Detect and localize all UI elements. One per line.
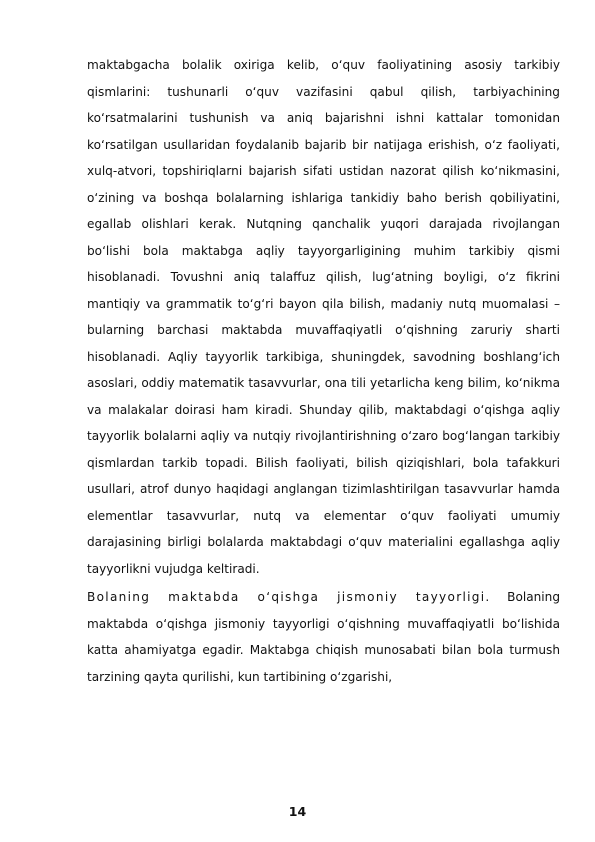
page-number: 14 (288, 804, 307, 819)
paragraph-2 (87, 584, 560, 690)
body-text (87, 52, 560, 690)
paragraph-2-heading: Bolaning maktabda o‘qishga jismoniy tayyorligi. (87, 590, 491, 604)
paragraph-1: maktabgacha bolalik oxiriga kelib, o‘quv faoliyatining asosiy tarkibiy qismlarini: tushunarli o‘quv vazifasini qabul qilish, tarbiyachining ko‘rsatmalarini tushunish va aniq bajarishni ishni kattalar tomonidan ko‘rsatilgan usullaridan foydalanib bajarib bir natijaga erishish, o‘z faoliyati, xulq-atvori, topshiriqlarni bajarish sifati ustidan nazorat qilish ko‘nikmasini, o‘zining va boshqa bolalarning ishlariga tankidiy baho berish qobiliyatini, egallab olishlari kerak. Nutqning qanchalik yuqori darajada rivojlangan bo‘lishi bola maktabga aqliy tayyorgarligining muhim tarkibiy qismi hisoblanadi. Tovushni aniq talaffuz qilish, lug‘atning boyligi, o‘z fikrini mantiqiy va grammatik to‘g‘ri bayon qila bilish, madaniy nutq muomalasi – bularning barchasi maktabda muvaffaqiyatli o‘qishning zaruriy sharti hisoblanadi. Aqliy tayyorlik tarkibiga, shuningdek, savodning boshlang‘ich asoslari, oddiy matematik tasavvurlar, ona tili yetarlicha keng bilim, ko‘nikma va malakalar doirasi ham kiradi. Shunday qilib, maktabdagi o‘qishga aqliy tayyorlik bolalarni aqliy va nutqiy rivojlantirishning o‘zaro bog‘langan tarkibiy qismlardan tarkib topadi. Bilish faoliyati, bilish qiziqishlari, bola tafakkuri usullari, atrof dunyo haqidagi anglangan tizimlashtirilgan tasavvurlar hamda elementlar tasavvurlar, nutq va elementar o‘quv faoliyati umumiy darajasining birligi bolalarda maktabdagi o‘quv materialini egallashga aqliy tayyorlikni vujudga keltiradi. (87, 58, 560, 576)
paragraph-2-text: Bolaning maktabda o‘qishga jismoniy tayyorligi o‘qishning muvaffaqiyatli bo‘lishida katta ahamiyatga egadir. Maktabga chiqish munosabati bilan bola turmush tarzining qayta qurilishi, kun tartibining o‘zgarishi, (87, 590, 561, 684)
